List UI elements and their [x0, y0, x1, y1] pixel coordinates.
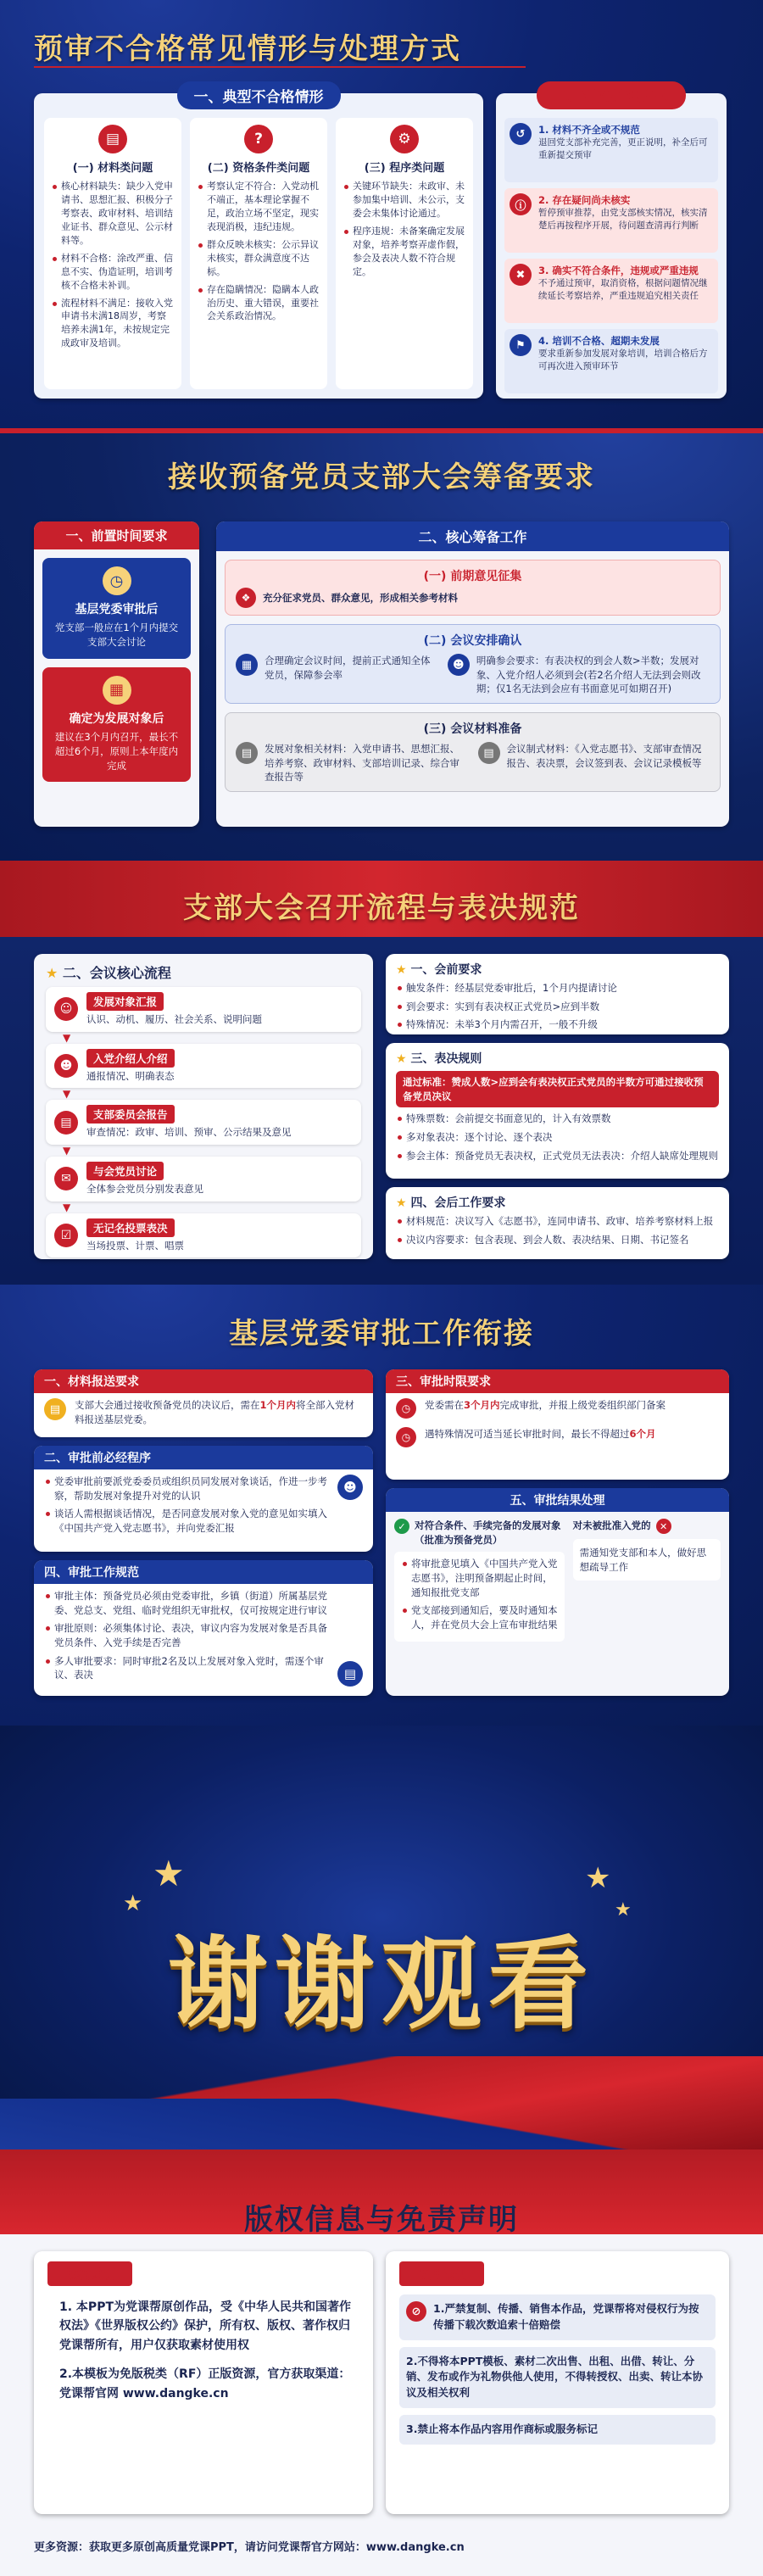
limit-text: 1.严禁复制、传播、销售本作品，党课帮将对侵权行为按传播下载次数追索十倍赔偿: [433, 2302, 699, 2331]
people-icon: ☻: [337, 1475, 363, 1500]
list-item: 关键环节缺失：未政审、未参加集中培训、未公示，支委会未集体讨论通过。: [343, 180, 466, 220]
calendar-icon: ▦: [103, 676, 131, 705]
graduation-icon: ⚑: [510, 334, 532, 356]
thanks-text: 谢谢观看: [167, 1926, 595, 2043]
t1-desc: 党支部一般应在1个月内提交支部大会讨论: [54, 622, 179, 649]
refresh-icon: ↺: [510, 123, 532, 145]
clock-icon: ◷: [396, 1427, 416, 1447]
footer-text: 更多资源：获取更多原创高质量党课PPT，请访问党课帮官方网站：www.dangke.cn: [34, 2541, 465, 2554]
star-icon: ★: [585, 1861, 611, 1895]
b3-left: 发展对象相关材料：入党申请书、思想汇报、培养考察、政审材料、支部培训记录、综合审查报告等: [265, 743, 459, 783]
case-list: [51, 180, 175, 350]
list-item: 材料不合格：涂改严重、信息不实、伪造证明，培训考核不合格未补训。: [51, 252, 175, 293]
list-item: 党支部接到通知后，要及时通知本人，并在党员大会上宣布审批结果: [401, 1603, 558, 1631]
handle-title: 存在疑问尚未核实: [552, 194, 631, 206]
section-preparation: [0, 428, 763, 861]
rejected-head: 对未被批准入党的: [572, 1519, 651, 1531]
panel-title: 一、典型不合格情形: [177, 81, 341, 109]
panel-title: 四、会后工作要求: [410, 1196, 506, 1210]
list-item: 将审批意见填入《中国共产党入党志愿书》，注明预备期起止时间，通知报批党支部: [401, 1557, 558, 1599]
c4-red2: 6个月: [629, 1428, 656, 1440]
case-column: [44, 118, 181, 389]
case-column: [190, 118, 327, 389]
column-head: (二) 资格条件类问题: [207, 162, 310, 175]
approved-head: 对符合条件、手续完备的发展对象（批准为预备党员）: [415, 1519, 561, 1546]
handle-title: 培训不合格、超期未发展: [552, 335, 660, 347]
gear-icon: ⚙: [390, 125, 419, 153]
panel-title: 三、表决规则: [410, 1052, 482, 1066]
b2-right: 明确参会要求：有表决权的到会人数>半数；发展对象、入党介绍人必须到会(若2名介绍人无法到会则改期；仅1名无法到会应有书面意见可如期召开): [476, 655, 701, 695]
handle-desc: 暂停预审推荐，由党支部核实情况，核实清楚后再按程序开展，待问题查清再行判断: [538, 208, 708, 231]
step-desc: 认识、动机、履历、社会关系、说明问题: [86, 1013, 262, 1025]
step-desc: 审查情况：政审、培训、预审、公示结果及意见: [86, 1126, 292, 1139]
ballot-icon: ☑: [54, 1224, 78, 1247]
case-list: [343, 180, 466, 279]
list-item: 考察认定不符合：入党动机不端正，基本理论掌握不足，政治立场不坚定，现实表现消极，违纪违规。: [197, 180, 320, 234]
panel-title: 二、核心筹备工作: [216, 521, 729, 551]
handle-desc: 退回党支部补充完善，更正说明，补全后可重新提交预审: [538, 137, 708, 161]
approval-norms-panel: [34, 1560, 373, 1696]
list-item: 谈话人需根据谈话情况，是否同意发展对象入党的意见如实填入《中国共产党入党志愿书》，并向党委汇报: [44, 1507, 331, 1535]
document-icon: ▤: [98, 125, 127, 153]
rejected-text: 需通知党支部和本人，做好思想疏导工作: [573, 1539, 721, 1581]
c4-red1: 3个月内: [464, 1399, 500, 1411]
list-item: 触发条件：经基层党委审批后，1个月内提请讨论: [396, 981, 719, 995]
list-item: 流程材料不满足：接收入党申请书未满18周岁，考察培养未满1年，未按规定完成政审及培训。: [51, 297, 175, 351]
handle-title: 材料不齐全或不规范: [552, 124, 640, 136]
list-item: 核心材料缺失：缺少入党申请书、思想汇报、积极分子考察表、政审材料、培训结业证书、群众意见、公示材料等。: [51, 180, 175, 248]
process-step: [46, 1157, 361, 1213]
clock-icon: ◷: [396, 1398, 416, 1419]
limit-text: 3.禁止将本作品内容用作商标或服务标记: [406, 2422, 598, 2435]
panel-title: 四、审批工作规范: [34, 1560, 373, 1584]
person-icon: ☺: [54, 997, 78, 1021]
handle-no: 4: [538, 335, 546, 347]
handle-item: ⚑ 4. 培训不合格、超期未发展 要求重新参加发展对象培训，培训合格后方可再次进入预审环节: [504, 329, 718, 393]
copyright-item: 1. 本PPT为党课帮原创作品，受《中华人民共和国著作权法》《世界版权公约》保护，所有权、版权、著作权归党课帮所有，用户仅获取素材使用权: [59, 2300, 352, 2352]
b1-title: (一) 前期意见征集: [423, 570, 522, 583]
panel-title: 一、会前要求: [410, 963, 482, 977]
people-icon: ☻: [448, 654, 470, 676]
b2-left: 合理确定会议时间，提前正式通知全体党员，保障参会率: [265, 655, 431, 681]
list-item: 特殊情况：未举3个月内需召开，一般不升级: [396, 1018, 719, 1032]
pre-approval-panel: [34, 1446, 373, 1552]
arrow-down-icon: ▼: [63, 1031, 71, 1044]
panel-title: 二、审批前必经程序: [34, 1446, 373, 1469]
process-step: [46, 1100, 361, 1157]
column-head: (三) 程序类问题: [364, 162, 445, 175]
arrow-down-icon: ▼: [63, 1145, 71, 1157]
limit-item: [399, 2415, 716, 2445]
process-step: [46, 1213, 361, 1258]
process-step: [46, 987, 361, 1044]
panel-title: 一、前置时间要求: [34, 521, 199, 549]
usage-limit-panel: [386, 2251, 729, 2514]
step-title: 支部委员会报告: [86, 1105, 175, 1124]
report-icon: ▤: [54, 1111, 78, 1135]
c1-desc-b: 将全部入党材料报送基层党委。: [75, 1399, 355, 1425]
error-icon: ✖: [510, 264, 532, 286]
section-title: 预审不合格常见情形与处理方式: [34, 32, 461, 66]
calendar-icon: ▦: [236, 654, 258, 676]
handle-title: 确实不符合条件，违规或严重违规: [552, 265, 699, 276]
c4-a1: 党委需在: [425, 1399, 464, 1411]
t1-title: 基层党委审批后: [75, 603, 159, 616]
b3-right: 会议制式材料：《入党志愿书》、支部审查情况报告、表决票，会议签到表、会议记录模板等: [506, 743, 702, 769]
handle-desc: 不予通过预审，取消资格，根据问题情况继续延长考察培养，严重违规追究相关责任: [538, 278, 708, 302]
document-icon: ▤: [478, 742, 500, 764]
pre-meeting-panel: ★ 一、会前要求 触发条件：经基层党委审批后，1个月内提请讨论 到会要求：实到有表决权正式党员>应到半数 特殊情况：未举3个月内需召开，一般不升级: [386, 954, 729, 1034]
material-submit-panel: [34, 1369, 373, 1437]
list-item: 参会主体：预备党员无表决权，正式党员无法表决：介绍人缺席处理规则: [396, 1149, 719, 1163]
list-item: 到会要求：实到有表决权正式党员>应到半数: [396, 1000, 719, 1014]
copyright-panel: [34, 2251, 373, 2514]
clipboard-icon: ▤: [337, 1661, 363, 1687]
panel-title: 二、会议核心流程: [62, 965, 171, 981]
panel-title: 三、审批时限要求: [386, 1369, 729, 1393]
c1-desc-a: 支部大会通过接收预备党员的决议后，需在: [75, 1399, 260, 1411]
process-step: [46, 1044, 361, 1101]
b3-title: (三) 会议材料准备: [423, 722, 522, 737]
handle-item: ↺ 1. 材料不齐全或不规范 退回党支部补充完善，更正说明，补全后可重新提交预审: [504, 118, 718, 182]
title-underline: [34, 66, 526, 68]
panel-title: 五、审批结果处理: [386, 1488, 729, 1512]
section-title: 支部大会召开流程与表决规范: [183, 891, 580, 925]
panel-title: 使用限制: [399, 2261, 484, 2286]
info-icon: ⓘ: [510, 193, 532, 215]
typical-cases-panel: [34, 89, 483, 399]
list-item: 审批主体：预备党员必须由党委审批，乡镇（街道）所属基层党委、党总支、党组、临时党组织无审批权，仅可按规定进行审议: [44, 1589, 331, 1617]
result-panel: [386, 1488, 729, 1696]
discussion-icon: ✉: [54, 1167, 78, 1190]
panel-title: 二、对应处理方式: [537, 81, 686, 109]
list-item: 程序违规：未备案确定发展对象，培养考察弄虚作假，参会及表决人数不符合规定。: [343, 225, 466, 279]
star-icon: ★: [123, 1891, 143, 1916]
panel-title: 一、材料报送要求: [34, 1369, 373, 1393]
handle-no: 2: [538, 194, 546, 206]
handle-desc: 要求重新参加发展对象培训，培训合格后方可再次进入预审环节: [538, 348, 708, 372]
section-title: 接收预备党员支部大会筹备要求: [168, 460, 595, 494]
time-req-panel: [34, 521, 199, 827]
handle-item: ✖ 3. 确实不符合条件，违规或严重违规 不予通过预审，取消资格，根据问题情况继续延长考察培养，严重违规追究相关责任: [504, 259, 718, 323]
section-title: 基层党委审批工作衔接: [229, 1317, 534, 1351]
limit-item: [399, 2294, 716, 2340]
prohibited-icon: ⊘: [406, 2301, 426, 2322]
b1-desc: 充分征求党员、群众意见，形成相关参考材料: [263, 591, 458, 604]
panel-title: 版权说明: [47, 2261, 132, 2286]
step-desc: 通报情况、明确表态: [86, 1069, 175, 1082]
t2-desc: 建议在3个月内召开，最长不超过6个月，原则上本年度内完成: [54, 730, 179, 772]
arrow-down-icon: ▼: [63, 1088, 71, 1101]
post-meeting-panel: ★ 四、会后工作要求 材料规范：决议写入《志愿书》，连同申请书、政审、培养考察材料上报 决议内容要求：包含表现、到会人数、表决结果、日期、书记签名: [386, 1187, 729, 1259]
section-copyright: [0, 2149, 763, 2576]
star-icon: ★: [615, 1899, 632, 1921]
copyright-item: 2.本模板为免版税类（RF）正版资源，官方获取渠道：党课帮官网 www.dangke.cn: [59, 2367, 351, 2400]
step-desc: 全体参会党员分别发表意见: [86, 1183, 203, 1196]
list-item: 多人审批要求：同时审批2名及以上发展对象入党时，需逐个审议、表决: [44, 1654, 331, 1682]
c4-a2: 完成审批，并报上级党委组织部门备案: [499, 1399, 666, 1411]
people-icon: ☻: [54, 1054, 78, 1078]
pass-standard: 通过标准：赞成人数>应到会有表决权正式党员的半数方可通过接收预备党员决议: [396, 1071, 719, 1107]
c1-red: 1个月内: [259, 1399, 297, 1411]
limit-item: [399, 2347, 716, 2408]
time-limit-panel: [386, 1369, 729, 1480]
star-icon: ★: [153, 1853, 185, 1894]
check-icon: ✓: [394, 1519, 409, 1534]
handling-panel: [496, 89, 727, 399]
list-item: 党委审批前要派党委委员或组织员同发展对象谈话，作进一步考察，帮助发展对象提升对党的认识: [44, 1475, 331, 1503]
section-meeting-flow: [0, 861, 763, 1285]
section-thanks: [0, 1726, 763, 2149]
case-column: [336, 118, 473, 389]
person-question-icon: ?: [244, 125, 273, 153]
close-icon: ✕: [656, 1519, 671, 1534]
section-title: 版权信息与免责声明: [244, 2203, 519, 2237]
list-item: 特殊票数：会前提交书面意见的，计入有效票数: [396, 1112, 719, 1126]
clock-icon: ◷: [103, 566, 131, 595]
t2-title: 确定为发展对象后: [69, 711, 164, 726]
section-approval: [0, 1285, 763, 1726]
list-item: 审批原则：必须集体讨论、表决，审议内容为发展对象是否具备党员条件、入党手续是否完善: [44, 1621, 331, 1649]
chat-icon: ❖: [236, 588, 256, 608]
section-unqualified: [0, 0, 763, 428]
column-head: (一) 材料类问题: [72, 162, 153, 175]
handle-no: 1: [538, 124, 546, 136]
list-item: 群众反映未核实：公示异议未核实，群众满意度不达标。: [197, 238, 320, 279]
c4-b1: 遇特殊情况可适当延长审批时间，最长不得超过: [425, 1428, 630, 1440]
step-title: 入党介绍人介绍: [86, 1049, 175, 1068]
limit-text: 2.不得将本PPT模板、素材二次出售、出租、出借、转让、分销、发布或作为礼物供他人使用，不得转授权、出卖、转让本协议及相关权利: [406, 2354, 704, 2399]
handle-no: 3: [538, 265, 546, 276]
list-item: 决议内容要求：包含表现、到会人数、表决结果、日期、书记签名: [396, 1233, 719, 1247]
document-icon: ▤: [236, 742, 258, 764]
step-title: 与会党员讨论: [86, 1162, 164, 1180]
list-item: 存在隐瞒情况：隐瞒本人政治历史、重大错误，重要社会关系政治情况。: [197, 283, 320, 324]
meeting-process-panel: ★ 二、会议核心流程 ☺ 发展对象汇报 认识、动机、履历、社会关系、说明问题 ▼ ☻ 入党介绍人介绍 通报情况、明确表态 ▼ ▤ 支部委员会报告 审查情况：政审、培训、预审、公示结果及意见 ▼ ✉ 与会党员讨论 全体参会党员分别发表意见 ▼ ☑ 无记名投票表决 当场投票、计票、唱票: [34, 954, 373, 1259]
b2-title: (二) 会议安排确认: [423, 634, 522, 648]
core-work-panel: [216, 521, 729, 827]
step-title: 发展对象汇报: [86, 992, 164, 1011]
list-item: 多对象表决：逐个讨论、逐个表决: [396, 1130, 719, 1145]
list-item: 材料规范：决议写入《志愿书》，连同申请书、政审、培养考察材料上报: [396, 1214, 719, 1229]
case-list: [197, 180, 320, 323]
step-title: 无记名投票表决: [86, 1218, 175, 1237]
step-desc: 当场投票、计票、唱票: [86, 1239, 184, 1252]
arrow-down-icon: ▼: [63, 1201, 71, 1213]
handle-item: ⓘ 2. 存在疑问尚未核实 暂停预审推荐，由党支部核实情况，核实清楚后再按程序开展，待问题查清再行判断: [504, 188, 718, 253]
document-icon: ▤: [44, 1398, 66, 1420]
vote-rules-panel: ★ 三、表决规则 通过标准：赞成人数>应到会有表决权正式党员的半数方可通过接收预备党员决议 特殊票数：会前提交书面意见的，计入有效票数 多对象表决：逐个讨论、逐个表决 参会主体：预备党员无表决权，正式党员无法表决：介绍人缺席处理规则: [386, 1043, 729, 1179]
